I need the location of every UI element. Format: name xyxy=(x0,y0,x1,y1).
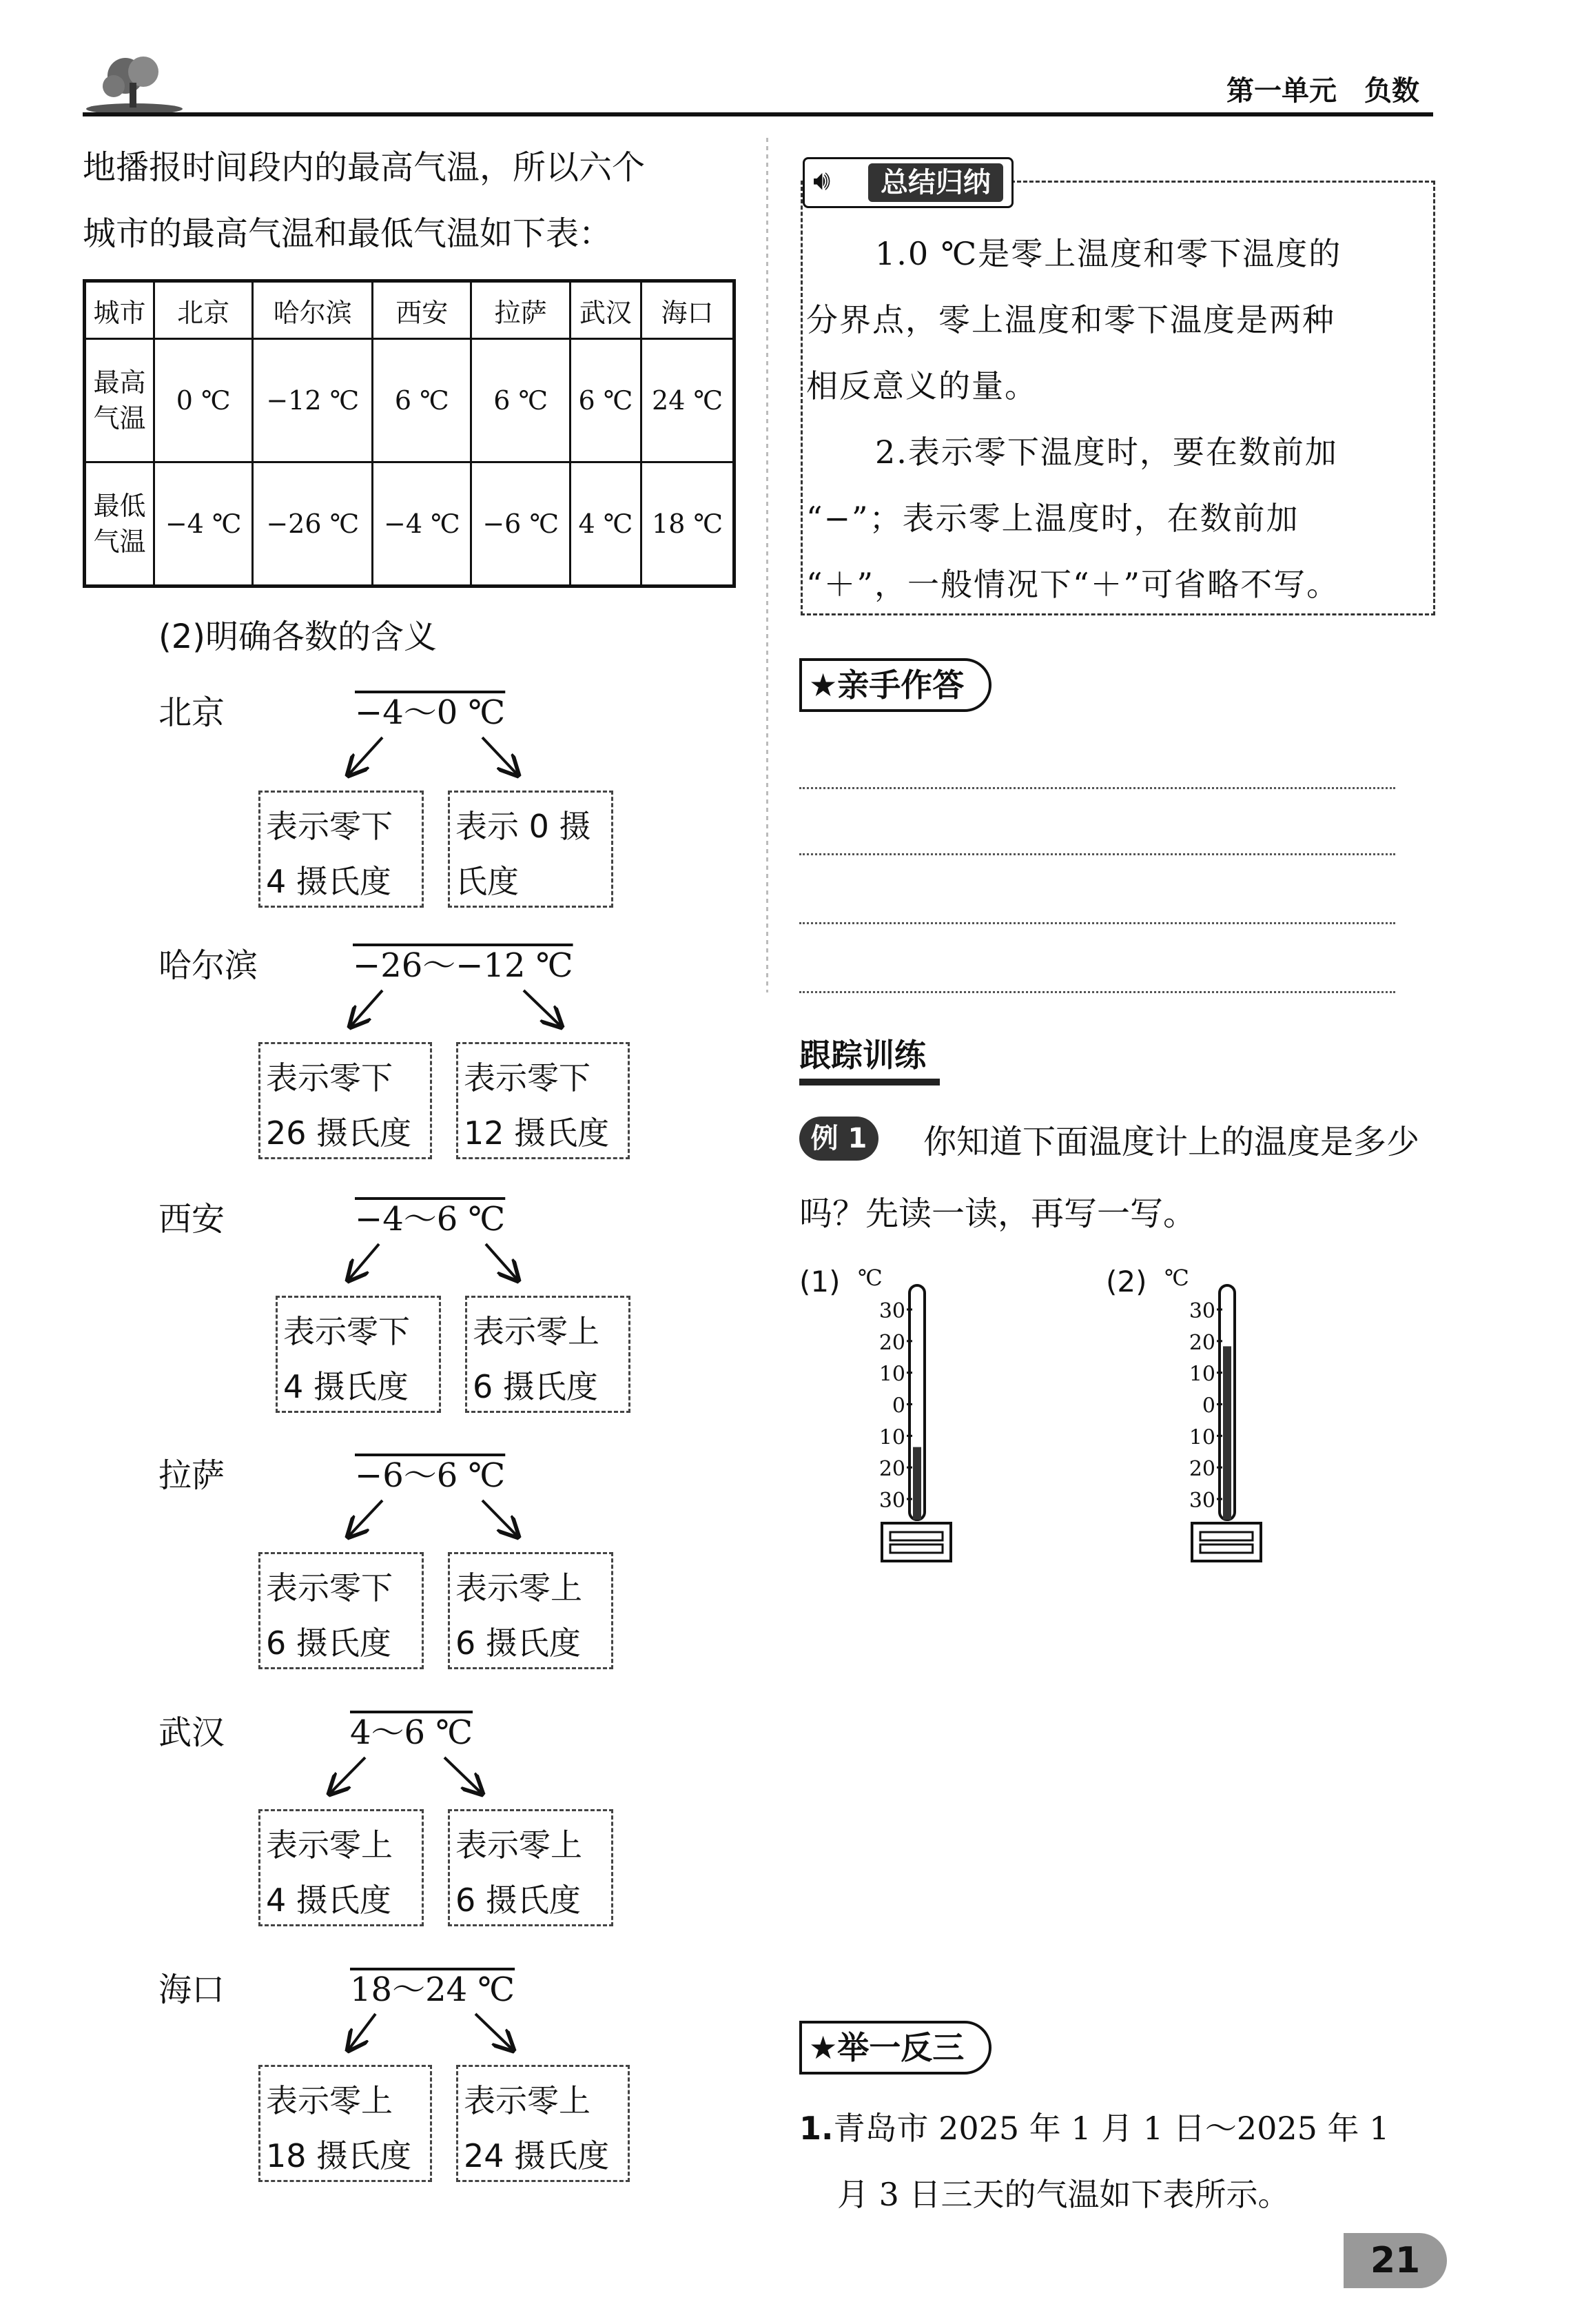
tick-label: 30 xyxy=(1189,1489,1215,1513)
arrow-left xyxy=(348,737,382,775)
intro-paragraph xyxy=(83,134,744,267)
box-line: 6 摄氏度 xyxy=(473,1368,598,1405)
box-line: 表示 0 摄 xyxy=(455,808,591,845)
track-section-title: 跟踪训练 xyxy=(799,1030,940,1085)
row-label-part: 气温 xyxy=(93,526,146,557)
meaning-title: (2)明确各数的含义 xyxy=(158,618,437,656)
header-rule xyxy=(83,112,1433,116)
table-cell: −4 ℃ xyxy=(154,462,252,586)
mercury-column xyxy=(1223,1346,1231,1520)
intro-line-1: 地播报时间段内的最高气温，所以六个 xyxy=(83,148,646,187)
table-cell: −4 ℃ xyxy=(373,462,471,586)
box-line: 表示零上 xyxy=(266,1826,393,1864)
thermometer-unit: ℃ xyxy=(1164,1265,1189,1291)
tick-label: 0 xyxy=(892,1394,905,1418)
thermometer-label: (2) xyxy=(1106,1265,1147,1298)
box-line: 表示零上 xyxy=(266,2082,393,2119)
table-header-cell: 拉萨 xyxy=(471,281,570,339)
box-line: 表示零下 xyxy=(266,1059,393,1097)
summary-line: “＋”，一般情况下“＋”可省略不写。 xyxy=(806,566,1340,603)
example-text: 你知道下面温度计上的温度是多少吗？先读一读，再写一写。 xyxy=(799,1123,1420,1233)
table-cell: 24 ℃ xyxy=(641,339,734,462)
page-number: 21 xyxy=(1344,2233,1447,2288)
row-label-part: 最高 xyxy=(93,367,146,398)
header-unit xyxy=(1226,69,1419,108)
thermometer-1 xyxy=(854,1278,958,1568)
table-header-cell: 哈尔滨 xyxy=(253,281,373,339)
arrow-left xyxy=(329,1757,365,1794)
practice-tag: ★举一反三 xyxy=(799,2021,991,2075)
range-text: −6～6 ℃ xyxy=(355,1456,506,1495)
thermometer-unit: ℃ xyxy=(858,1265,883,1291)
answer-line[interactable] xyxy=(799,787,1395,789)
box-line: 18 摄氏度 xyxy=(266,2137,412,2174)
tick-label: 20 xyxy=(878,1457,905,1482)
table-cell: −26 ℃ xyxy=(253,462,373,586)
header-unit-label: 第一单元 xyxy=(1226,75,1337,107)
summary-text xyxy=(806,221,1426,618)
table-cell: 6 ℃ xyxy=(373,339,471,462)
table-cell: −12 ℃ xyxy=(253,339,373,462)
meaning-box-right xyxy=(456,2065,630,2182)
range-text: 4～6 ℃ xyxy=(350,1713,473,1752)
meaning-box-right xyxy=(465,1296,630,1413)
tick-label: 0 xyxy=(1202,1394,1215,1418)
arrow-right xyxy=(444,1757,482,1794)
meaning-box-right xyxy=(448,1552,613,1669)
meaning-box-right xyxy=(448,791,613,908)
arrow-right xyxy=(482,737,518,775)
tick-label: 10 xyxy=(878,1362,905,1387)
answer-line[interactable] xyxy=(799,922,1395,924)
summary-tab-label: 总结归纳 xyxy=(868,163,1003,202)
table-row-low xyxy=(85,462,734,586)
temperature-table xyxy=(83,279,736,588)
summary-line: 相反意义的量。 xyxy=(806,367,1038,405)
answer-line[interactable] xyxy=(799,853,1395,855)
box-line: 表示零下 xyxy=(266,1569,393,1607)
answer-line[interactable] xyxy=(799,991,1395,993)
city-name: 海口 xyxy=(158,1970,225,2009)
table-row-high xyxy=(85,339,734,462)
row-label-part: 气温 xyxy=(93,402,146,434)
summary-line: 分界点，零上温度和零下温度是两种 xyxy=(806,301,1335,338)
meaning-box-left xyxy=(276,1296,441,1413)
arrow-left xyxy=(348,1244,379,1281)
city-name: 北京 xyxy=(158,693,225,732)
box-line: 24 摄氏度 xyxy=(464,2137,610,2174)
box-line: 表示零上 xyxy=(464,2082,590,2119)
thermometer-2 xyxy=(1164,1278,1268,1568)
table-cell: 6 ℃ xyxy=(570,339,641,462)
table-header-cell: 城市 xyxy=(85,281,154,339)
arrow-left xyxy=(348,1500,382,1537)
arrow-right xyxy=(486,1244,518,1281)
city-name: 拉萨 xyxy=(158,1456,225,1495)
arrow-right xyxy=(482,1500,518,1537)
box-line: 表示零上 xyxy=(455,1569,582,1607)
thermometer-base xyxy=(882,1523,951,1561)
city-name: 西安 xyxy=(158,1200,225,1239)
range-text: −4～0 ℃ xyxy=(355,693,506,732)
tick-label: 10 xyxy=(1189,1425,1215,1450)
speaker-icon: 🔊︎ xyxy=(813,165,831,196)
tick-label: 20 xyxy=(1189,1457,1215,1482)
table-cell: 0 ℃ xyxy=(154,339,252,462)
meaning-box-left xyxy=(258,1552,424,1669)
box-line: 4 摄氏度 xyxy=(266,863,391,900)
box-line: 表示零上 xyxy=(473,1313,599,1350)
meaning-box-right xyxy=(448,1809,613,1926)
example-badge: 例 1 xyxy=(799,1117,878,1161)
meaning-box-left xyxy=(258,1042,432,1159)
thermometer-base xyxy=(1192,1523,1261,1561)
box-line: 26 摄氏度 xyxy=(266,1114,412,1152)
tick-label: 10 xyxy=(1189,1362,1215,1387)
summary-line: 2.表示零下温度时，要在数前加 xyxy=(875,434,1338,471)
range-text: −4～6 ℃ xyxy=(355,1200,506,1239)
table-cell: 6 ℃ xyxy=(471,339,570,462)
problem-text: 青岛市 2025 年 1 月 1 日～2025 年 1 xyxy=(833,2110,1390,2147)
box-line: 氏度 xyxy=(455,863,519,900)
box-line: 表示零上 xyxy=(455,1826,582,1864)
tick-label: 20 xyxy=(1189,1330,1215,1355)
box-line: 4 摄氏度 xyxy=(266,1882,391,1919)
meaning-box-left xyxy=(258,1809,424,1926)
table-cell: −6 ℃ xyxy=(471,462,570,586)
intro-line-2: 城市的最高气温和最低气温如下表： xyxy=(83,214,613,253)
arrow-right xyxy=(475,2014,513,2050)
tick-label: 10 xyxy=(878,1425,905,1450)
box-line: 6 摄氏度 xyxy=(266,1624,391,1662)
table-header-cell: 武汉 xyxy=(570,281,641,339)
range-text: 18～24 ℃ xyxy=(350,1970,515,2009)
meaning-box-left xyxy=(258,2065,432,2182)
row-label-low xyxy=(85,462,154,586)
city-name: 武汉 xyxy=(158,1713,225,1752)
problem-number: 1. xyxy=(799,2110,834,2147)
row-label-part: 最低 xyxy=(93,490,146,521)
row-label-high xyxy=(85,339,154,462)
table-header-cell: 北京 xyxy=(154,281,252,339)
table-header-row xyxy=(85,281,734,339)
table-header-cell: 海口 xyxy=(641,281,734,339)
box-line: 6 摄氏度 xyxy=(455,1624,581,1662)
box-line: 12 摄氏度 xyxy=(464,1114,610,1152)
tick-label: 30 xyxy=(1189,1299,1215,1323)
summary-line: “−”；表示零上温度时，在数前加 xyxy=(806,500,1299,537)
thermometer-label: (1) xyxy=(799,1265,841,1298)
table-cell: 18 ℃ xyxy=(641,462,734,586)
problem-line-1 xyxy=(799,2095,1461,2161)
mercury-column xyxy=(913,1447,921,1520)
arrow-left xyxy=(348,2014,376,2050)
box-line: 表示零下 xyxy=(464,1059,590,1097)
box-line: 4 摄氏度 xyxy=(283,1368,409,1405)
problem-line-2: 月 3 日三天的气温如下表所示。 xyxy=(837,2176,1290,2213)
tree-logo-icon xyxy=(83,48,186,114)
box-line: 表示零下 xyxy=(266,808,393,845)
table-header-cell: 西安 xyxy=(373,281,471,339)
problem-1 xyxy=(799,2095,1461,2228)
summary-line: 1.0 ℃是零上温度和零下温度的 xyxy=(875,235,1342,272)
meaning-box-left xyxy=(258,791,424,908)
box-line: 表示零下 xyxy=(283,1313,410,1350)
arrow-left xyxy=(350,990,382,1027)
city-name: 哈尔滨 xyxy=(158,946,258,985)
tick-label: 20 xyxy=(878,1330,905,1355)
tick-label: 30 xyxy=(878,1489,905,1513)
table-cell: 4 ℃ xyxy=(570,462,641,586)
tick-label: 30 xyxy=(878,1299,905,1323)
box-line: 6 摄氏度 xyxy=(455,1882,581,1919)
arrow-right xyxy=(524,990,562,1027)
answer-tag: ★亲手作答 xyxy=(799,658,991,712)
header-topic-label: 负数 xyxy=(1364,75,1419,107)
summary-tab xyxy=(803,157,1014,208)
column-divider xyxy=(766,138,768,992)
range-text: −26～−12 ℃ xyxy=(353,946,573,985)
meaning-box-right xyxy=(456,1042,630,1159)
